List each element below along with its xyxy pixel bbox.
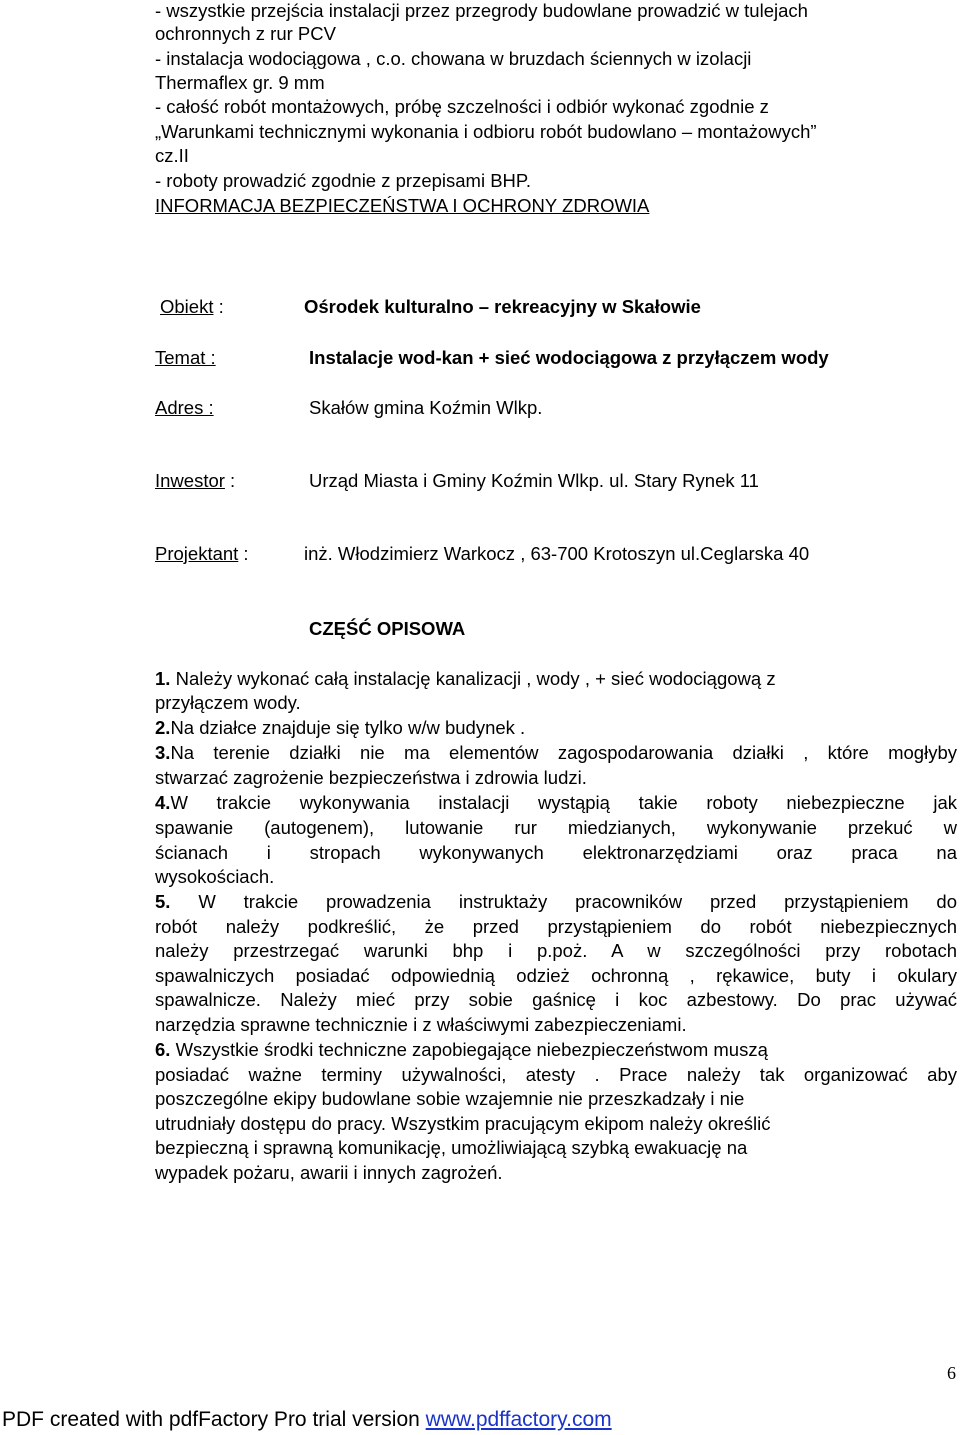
text-line: bezpieczną i sprawną komunikację, umożliwiającą szybką ewakuację na <box>155 1137 748 1158</box>
section-heading: INFORMACJA BEZPIECZEŃSTWA I OCHRONY ZDROWIA <box>155 195 650 216</box>
projektant-value: inż. Włodzimierz Warkocz , 63-700 Krotoszyn ul.Ceglarska 40 <box>304 543 810 564</box>
item-text: Wszystkie środki techniczne zapobiegające niebezpieczeństwom muszą <box>170 1039 768 1060</box>
text-line: ścianach i stropach wykonywanych elektronarzędziami oraz praca na <box>155 842 957 863</box>
text-line: stwarzać zagrożenie bezpieczeństwa i zdrowia ludzi. <box>155 767 587 788</box>
projektant-colon: : <box>238 543 249 564</box>
obiekt-label-row <box>155 296 224 318</box>
text-line: wypadek pożaru, awarii i innych zagrożeń. <box>155 1162 503 1183</box>
item-number: 4. <box>155 792 171 813</box>
text-line: - całość robót montażowych, próbę szczelności i odbiór wykonać zgodnie z <box>155 96 769 117</box>
item-text: W trakcie prowadzenia instruktaży pracowników przed przystąpieniem do <box>170 891 957 912</box>
obiekt-colon: : <box>213 296 224 317</box>
adres-label: Adres : <box>155 397 214 418</box>
text-line: spawalnicze. Należy mieć przy sobie gaśnicę i koc azbestowy. Do prac używać <box>155 989 957 1010</box>
text-line: posiadać ważne terminy używalności, atesty . Prace należy tak organizować aby <box>155 1064 957 1085</box>
pdf-footer <box>2 1408 612 1432</box>
text-line: spawalniczych posiadać odpowiednią odzież ochronną , rękawice, buty i okulary <box>155 965 957 986</box>
inwestor-colon: : <box>224 470 236 491</box>
adres-value: Skałów gmina Koźmin Wlkp. <box>309 397 543 418</box>
text-line: utrudniały dostępu do pracy. Wszystkim pracującym ekipom należy określić <box>155 1113 771 1134</box>
text-line: Thermaflex gr. 9 mm <box>155 72 325 93</box>
list-item-2 <box>155 717 525 739</box>
list-item-5 <box>155 891 957 913</box>
inwestor-value: Urząd Miasta i Gminy Koźmin Wlkp. ul. Stary Rynek 11 <box>309 470 759 491</box>
projektant-label: Projektant <box>155 543 239 564</box>
text-line: ochronnych z rur PCV <box>155 23 336 44</box>
item-number: 3. <box>155 742 171 763</box>
text-line: - roboty prowadzić zgodnie z przepisami BHP. <box>155 170 531 191</box>
text-line: przyłączem wody. <box>155 692 301 713</box>
item-number: 6. <box>155 1039 171 1060</box>
text-line: narzędzia sprawne technicznie i z właściwymi zabezpieczeniami. <box>155 1014 687 1035</box>
item-number: 1. <box>155 668 171 689</box>
projektant-label-row <box>155 543 249 565</box>
temat-label: Temat : <box>155 347 216 368</box>
item-text: Na terenie działki nie ma elementów zagospodarowania działki , które mogłyby <box>170 742 957 763</box>
text-line: poszczególne ekipy budowlane sobie wzajemnie nie przeszkadzały i nie <box>155 1088 745 1109</box>
item-number: 2. <box>155 717 171 738</box>
text-line: spawanie (autogenem), lutowanie rur miedzianych, wykonywanie przekuć w <box>155 817 957 838</box>
page-number: 6 <box>947 1363 956 1383</box>
list-item-4 <box>155 792 957 814</box>
text-line: - wszystkie przejścia instalacji przez przegrody budowlane prowadzić w tulejach <box>155 0 808 21</box>
obiekt-label: Obiekt <box>160 296 214 317</box>
item-text: Należy wykonać całą instalację kanalizacji , wody , + sieć wodociągową z <box>170 668 776 689</box>
text-line: robót należy podkreślić, że przed przystąpieniem do robót niebezpiecznych <box>155 916 957 937</box>
list-item-1 <box>155 668 776 690</box>
footer-text: PDF created with pdfFactory Pro trial version <box>2 1408 426 1431</box>
footer-link[interactable]: www.pdffactory.com <box>425 1408 612 1431</box>
item-number: 5. <box>155 891 171 912</box>
item-text: W trakcie wykonywania instalacji wystąpią takie roboty niebezpieczne jak <box>170 792 957 813</box>
list-item-6 <box>155 1039 768 1061</box>
temat-value: Instalacje wod-kan + sieć wodociągowa z przyłączem wody <box>309 347 829 368</box>
inwestor-label: Inwestor <box>155 470 225 491</box>
text-line: należy przestrzegać warunki bhp i p.poż. A w szczególności przy robotach <box>155 940 957 961</box>
list-item-3 <box>155 742 957 764</box>
inwestor-label-row <box>155 470 235 492</box>
text-line: wysokościach. <box>155 866 275 887</box>
text-line: - instalacja wodociągowa , c.o. chowana w bruzdach ściennych w izolacji <box>155 48 752 69</box>
text-line: „Warunkami technicznymi wykonania i odbioru robót budowlano – montażowych” <box>155 121 817 142</box>
part-heading: CZĘŚĆ OPISOWA <box>309 618 466 639</box>
obiekt-value: Ośrodek kulturalno – rekreacyjny w Skałowie <box>304 296 701 317</box>
text-line: cz.II <box>155 145 189 166</box>
item-text: Na działce znajduje się tylko w/w budynek . <box>170 717 526 738</box>
